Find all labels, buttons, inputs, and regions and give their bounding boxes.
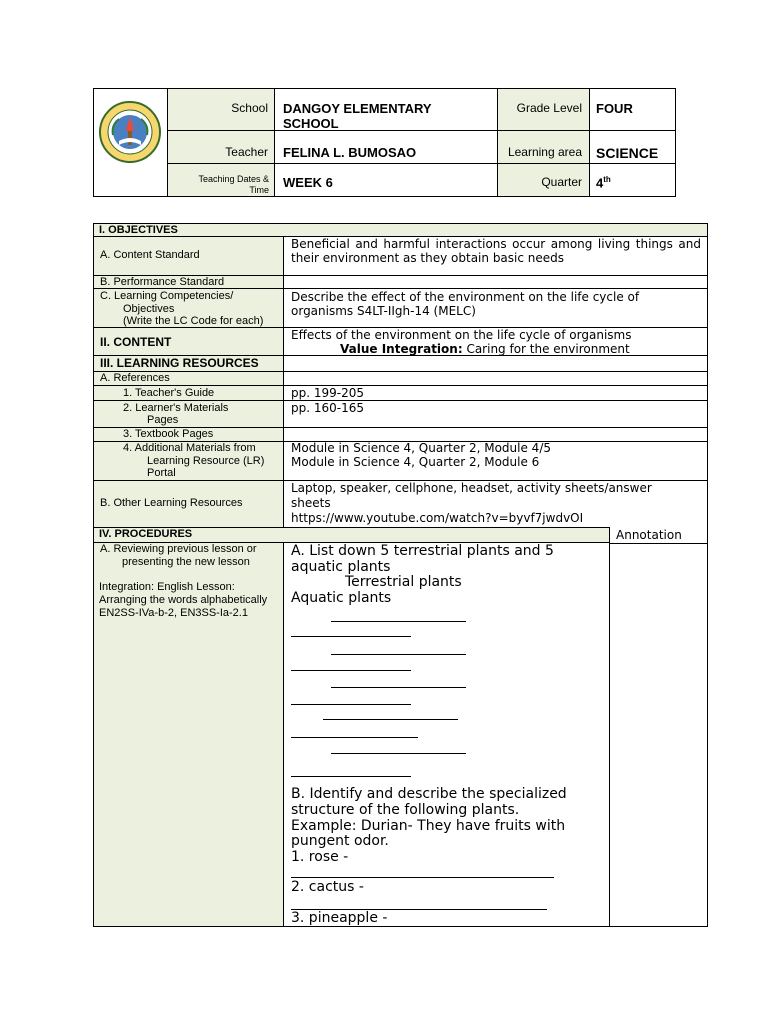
competencies-label-3: (Write the LC Code for each)	[123, 315, 264, 327]
aquatic-blank-4[interactable]	[291, 737, 418, 738]
terrestrial-blank-5[interactable]	[331, 753, 466, 754]
quarter-suffix: th	[603, 175, 611, 184]
additional-label-2: Learning Resource (LR)	[147, 455, 265, 467]
value-integration	[340, 342, 630, 356]
terrestrial-blank-2[interactable]	[331, 654, 466, 655]
item-pineapple: 3. pineapple -	[291, 910, 388, 926]
row-divider	[94, 371, 707, 372]
example-line-2: pungent odor.	[291, 833, 389, 849]
teachers-guide-value: pp. 199-205	[291, 386, 365, 400]
step-a-label-2: presenting the new lesson	[122, 556, 250, 568]
value-integration-value: Caring for the environment	[462, 342, 630, 356]
item-cactus: 2. cactus -	[291, 879, 364, 895]
aquatic-blank-5[interactable]	[291, 776, 411, 777]
aquatic-blank-1[interactable]	[291, 636, 411, 637]
other-resources-value-2: sheets	[291, 496, 331, 510]
content-standard-label: A. Content Standard	[100, 249, 200, 261]
task-b-line-2: structure of the following plants.	[291, 802, 520, 818]
performance-standard-label: B. Performance Standard	[100, 276, 225, 288]
step-a-label-1: A. Reviewing previous lesson or	[100, 543, 257, 555]
teacher-value: FELINA L. BUMOSAO	[283, 145, 417, 160]
quarter-value	[596, 175, 611, 190]
teacher-label: Teacher	[225, 145, 268, 159]
content-standard-value: Beneficial and harmful interactions occur among living things and their environment as they obtain basic needs	[291, 237, 701, 265]
objectives-heading-row	[94, 224, 707, 237]
grade-value: FOUR	[596, 101, 633, 116]
teachers-guide-label: 1. Teacher's Guide	[123, 387, 215, 399]
integration-2: Arranging the words alphabetically	[99, 594, 268, 606]
quarter-label: Quarter	[541, 175, 582, 189]
content-heading: II. CONTENT	[100, 335, 172, 349]
objectives-heading: I. OBJECTIVES	[99, 224, 178, 236]
task-b-line-1: B. Identify and describe the specialized	[291, 786, 567, 802]
competencies-value-1: Describe the effect of the environment on the life cycle of	[291, 290, 640, 304]
terrestrial-blank-1[interactable]	[331, 621, 466, 622]
learners-materials-label-2: Pages	[147, 414, 179, 426]
aquatic-blank-2[interactable]	[291, 670, 411, 671]
additional-value-2: Module in Science 4, Quarter 2, Module 6	[291, 455, 540, 469]
aquatic-plants-label: Aquatic plants	[291, 590, 392, 606]
textbook-label: 3. Textbook Pages	[123, 428, 214, 440]
school-label: School	[231, 101, 268, 115]
grade-label: Grade Level	[516, 101, 582, 115]
integration-1: Integration: English Lesson:	[99, 581, 235, 593]
row-divider	[94, 288, 707, 289]
annotation-column-divider	[609, 527, 610, 926]
additional-label-3: Portal	[147, 467, 176, 479]
other-resources-label: B. Other Learning Resources	[100, 497, 243, 509]
area-value: SCIENCE	[596, 145, 659, 161]
other-resources-value-1: Laptop, speaker, cellphone, headset, activity sheets/answer	[291, 481, 652, 495]
additional-value-1: Module in Science 4, Quarter 2, Module 4/5	[291, 441, 551, 455]
competencies-value-2: organisms S4LT-IIgh-14 (MELC)	[291, 304, 476, 318]
area-label: Learning area	[507, 145, 582, 159]
competencies-label-1: C. Learning Competencies/	[100, 290, 234, 302]
item-rose: 1. rose -	[291, 849, 349, 865]
references-label: A. References	[100, 372, 170, 384]
additional-label-1: 4. Additional Materials from	[123, 442, 256, 454]
row-divider	[94, 400, 707, 401]
task-a-line-2: aquatic plants	[291, 559, 391, 575]
terrestrial-plants-label: Terrestrial plants	[345, 574, 462, 590]
terrestrial-blank-4[interactable]	[323, 719, 458, 720]
annotation-heading: Annotation	[616, 528, 682, 542]
integration-3: EN2SS-IVa-b-2, EN3SS-Ia-2.1	[99, 607, 248, 619]
learners-materials-label-1: 2. Learner's Materials	[123, 402, 229, 414]
quarter-number: 4	[596, 175, 604, 191]
youtube-link[interactable]: https://www.youtube.com/watch?v=byvf7jwdvOI	[291, 511, 584, 525]
rose-answer-blank[interactable]	[291, 877, 554, 878]
task-a-line-1: A. List down 5 terrestrial plants and 5	[291, 543, 554, 559]
annotation-heading-divider	[609, 543, 707, 544]
dates-label: Teaching Dates & Time	[198, 174, 269, 195]
school-seal-logo	[99, 101, 161, 163]
school-value: DANGOY ELEMENTARY SCHOOL	[283, 101, 432, 131]
learners-materials-value: pp. 160-165	[291, 401, 365, 415]
content-value: Effects of the environment on the life cycle of organisms	[291, 328, 632, 342]
procedures-heading: IV. PROCEDURES	[99, 528, 193, 540]
resources-heading: III. LEARNING RESOURCES	[100, 356, 259, 370]
aquatic-blank-3[interactable]	[291, 704, 411, 705]
terrestrial-blank-3[interactable]	[331, 687, 466, 688]
dates-value: WEEK 6	[283, 175, 333, 190]
example-line-1: Example: Durian- They have fruits with	[291, 818, 566, 834]
competencies-label-2: Objectives	[123, 303, 175, 315]
row-divider	[94, 385, 707, 386]
value-integration-label: Value Integration:	[340, 342, 463, 356]
